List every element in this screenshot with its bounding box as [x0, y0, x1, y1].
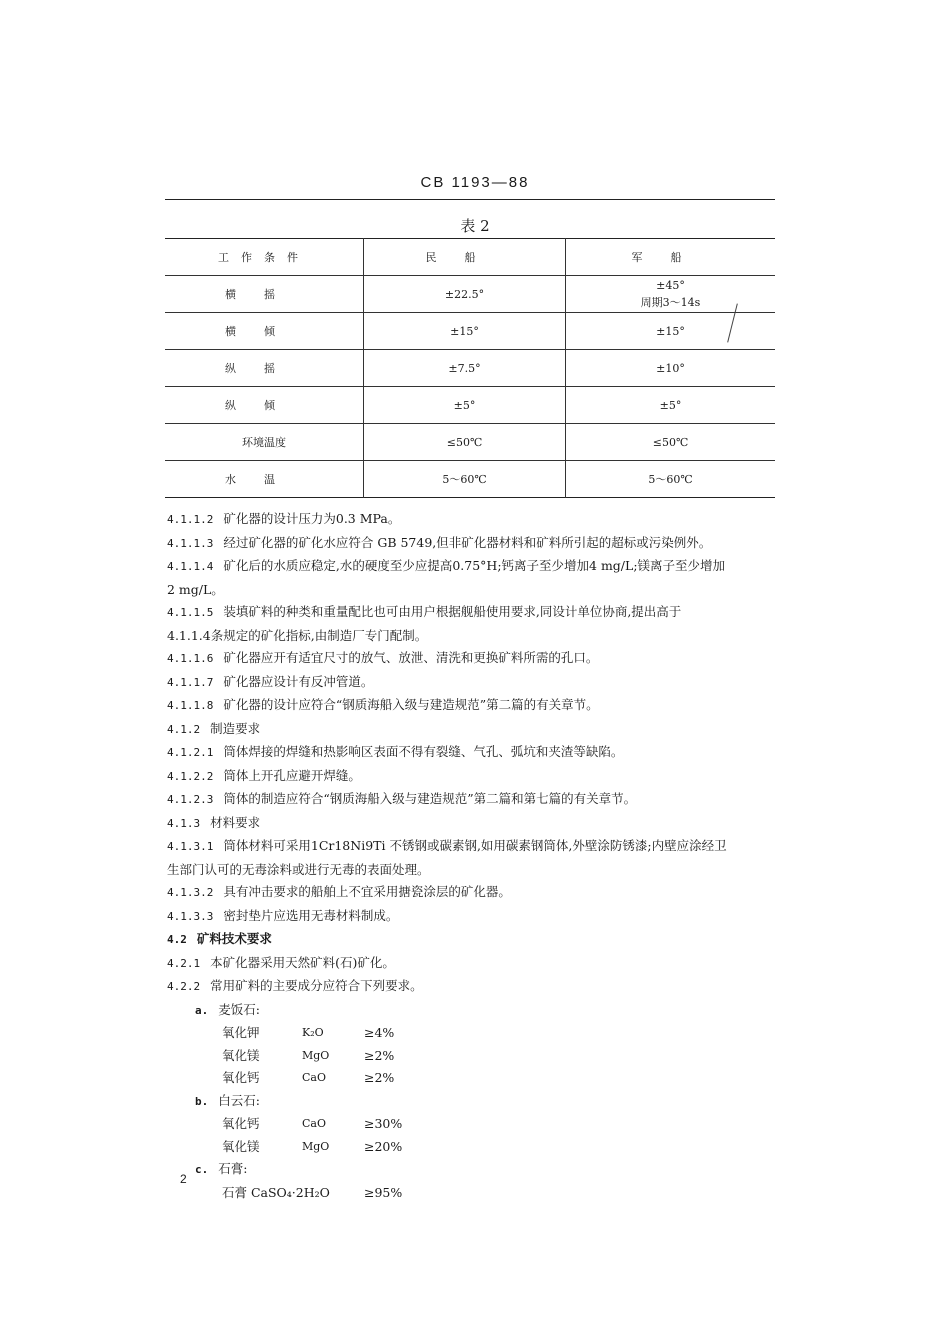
- cell-condition: 横摇: [225, 288, 303, 301]
- cell-civil: ±22.5°: [364, 276, 566, 313]
- column-header-civil: 民船: [364, 239, 566, 276]
- paragraph: 4.1.1.7 矿化器应设计有反冲管道。: [167, 673, 374, 689]
- cell-military: ≤50℃: [566, 424, 776, 461]
- section-heading: 4.2 矿料技术要求: [167, 931, 272, 946]
- cell-military-line2: 周期3～14s: [640, 296, 701, 309]
- cell-civil: ±7.5°: [364, 350, 566, 387]
- paragraph: 4.1.2.2 筒体上开孔应避开焊缝。: [167, 767, 361, 783]
- paragraph: 4.1.1.3 经过矿化器的矿化水应符合 GB 5749,但非矿化器材料和矿料所引起的超标或污染例外。: [167, 534, 712, 550]
- page-number: 2: [180, 1172, 187, 1186]
- subsection-heading: 4.1.2 制造要求: [167, 720, 261, 736]
- list-item: 氧化钙 CaO ≥2%: [222, 1070, 395, 1085]
- conditions-table: [165, 238, 775, 498]
- cell-civil: 5～60℃: [364, 461, 566, 498]
- cell-condition: 水温: [225, 473, 303, 486]
- cell-military: ±5°: [566, 387, 776, 424]
- paragraph: 4.1.2.1 筒体焊接的焊缝和热影响区表面不得有裂缝、气孔、弧坑和夹渣等缺陷。: [167, 744, 624, 759]
- cell-condition: 横倾: [225, 325, 303, 338]
- mineral-group-a: a. 麦饭石:: [195, 1001, 260, 1017]
- mineral-group-c: c. 石膏:: [195, 1161, 248, 1176]
- paragraph: 4.1.1.6 矿化器应开有适宜尺寸的放气、放泄、清洗和更换矿料所需的孔口。: [167, 650, 599, 665]
- column-header-condition: 工作条件: [218, 251, 310, 264]
- table-row: [165, 313, 775, 350]
- paragraph: 4.1.3.3 密封垫片应选用无毒材料制成。: [167, 907, 399, 923]
- cell-military: [566, 276, 776, 313]
- paragraph: 4.1.2.3 筒体的制造应符合“钢质海船入级与建造规范”第二篇和第七篇的有关章节。: [167, 791, 637, 806]
- list-item: 氧化镁 MgO ≥2%: [222, 1047, 395, 1063]
- cell-civil: ±15°: [364, 313, 566, 350]
- table-header-row: [165, 239, 775, 276]
- table-row: [165, 461, 775, 498]
- cell-condition: 纵倾: [225, 399, 303, 412]
- cell-civil: ±5°: [364, 387, 566, 424]
- paragraph-continuation: 2 mg/L。: [167, 581, 224, 597]
- cell-military-line1: ±45°: [656, 279, 685, 292]
- list-item: 氧化钙 CaO ≥30%: [222, 1116, 403, 1131]
- paragraph: 4.1.1.2 矿化器的设计压力为0.3 MPa。: [167, 511, 401, 526]
- paragraph: 4.2.1 本矿化器采用天然矿料(石)矿化。: [167, 954, 395, 970]
- table-row: [165, 350, 775, 387]
- cell-condition: 环境温度: [242, 436, 286, 449]
- cell-military: ±15°: [566, 313, 776, 350]
- paragraph-continuation: 生部门认可的无毒涂料或进行无毒的表面处理。: [167, 861, 430, 877]
- cell-condition: 纵摇: [225, 362, 303, 375]
- paragraph: 4.1.3.1 筒体材料可采用1Cr18Ni9Ti 不锈钢或碳素钢,如用碳素钢筒体,外壁涂防锈漆;内壁应涂经卫: [167, 838, 727, 853]
- paragraph: 4.1.1.5 装填矿料的种类和重量配比也可由用户根据舰船使用要求,同设计单位协商,提出高于: [167, 604, 682, 619]
- header-rule: [165, 199, 775, 200]
- paragraph-continuation: 4.1.1.4条规定的矿化指标,由制造厂专门配制。: [167, 627, 428, 643]
- body-text: [167, 508, 779, 1204]
- paragraph: 4.1.3.2 具有冲击要求的船舶上不宜采用搪瓷涂层的矿化器。: [167, 884, 511, 899]
- cell-military: 5～60℃: [566, 461, 776, 498]
- table-row: [165, 424, 775, 461]
- list-item: 石膏 CaSO₄·2H₂O ≥95%: [222, 1184, 403, 1200]
- column-header-military: 军船: [566, 239, 776, 276]
- list-item: 氧化钾 K₂O ≥4%: [222, 1025, 395, 1040]
- list-item: 氧化镁 MgO ≥20%: [222, 1138, 403, 1154]
- cell-civil: ≤50℃: [364, 424, 566, 461]
- table-row: [165, 387, 775, 424]
- paragraph: 4.2.2 常用矿料的主要成分应符合下列要求。: [167, 978, 423, 993]
- mineral-group-b: b. 白云石:: [195, 1092, 260, 1108]
- cell-military: ±10°: [566, 350, 776, 387]
- paragraph: 4.1.1.8 矿化器的设计应符合“钢质海船入级与建造规范”第二篇的有关章节。: [167, 697, 599, 712]
- paragraph: 4.1.1.4 矿化后的水质应稳定,水的硬度至少应提高0.75°H;钙离子至少增加4 mg/L;镁离子至少增加: [167, 558, 726, 573]
- table-title: 表 2: [460, 217, 490, 235]
- standard-header: CB 1193—88: [420, 174, 530, 191]
- table-row: [165, 276, 775, 313]
- subsection-heading: 4.1.3 材料要求: [167, 814, 261, 830]
